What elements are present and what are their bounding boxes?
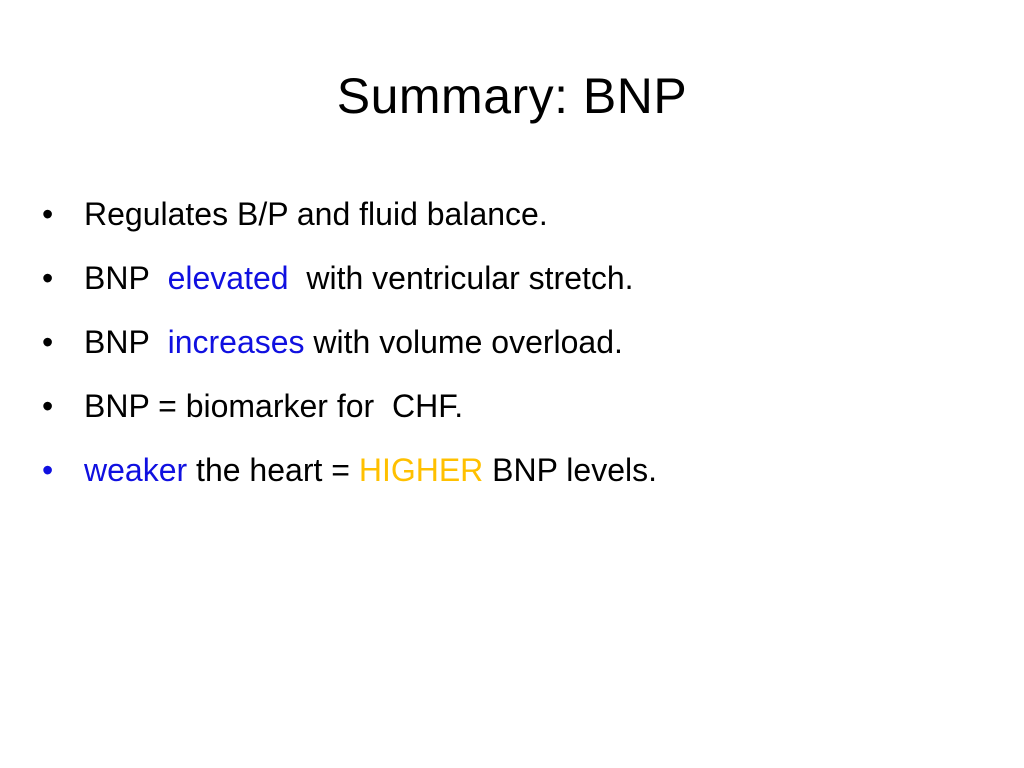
bullet-text: with ventricular stretch. xyxy=(288,260,634,296)
slide-title: Summary: BNP xyxy=(336,68,688,124)
bullet-text: BNP xyxy=(84,260,168,296)
bullet-item xyxy=(42,380,982,444)
emphasis-text: weaker xyxy=(84,452,188,488)
bullet-text: the heart = xyxy=(187,452,359,488)
bullet-list xyxy=(42,188,982,508)
bullet-icon: • xyxy=(42,452,54,488)
bullet-item xyxy=(42,444,982,508)
bullet-text: with volume overload. xyxy=(304,324,623,360)
bullet-text: BNP xyxy=(84,324,168,360)
bullet-icon: • xyxy=(42,388,54,424)
bullet-icon: • xyxy=(42,196,54,232)
bullet-text: BNP levels. xyxy=(483,452,657,488)
bullet-text: Regulates B/P and fluid balance. xyxy=(84,196,548,232)
emphasis-text: increases xyxy=(167,324,305,360)
emphasis-text-higher: HIGHER xyxy=(358,452,484,488)
bullet-item xyxy=(42,316,982,380)
bullet-item xyxy=(42,252,982,316)
bullet-icon: • xyxy=(42,260,54,296)
bullet-item xyxy=(42,188,982,252)
bullet-text: BNP = biomarker for CHF. xyxy=(84,388,464,424)
bullet-icon: • xyxy=(42,324,54,360)
emphasis-text: elevated xyxy=(167,260,289,296)
